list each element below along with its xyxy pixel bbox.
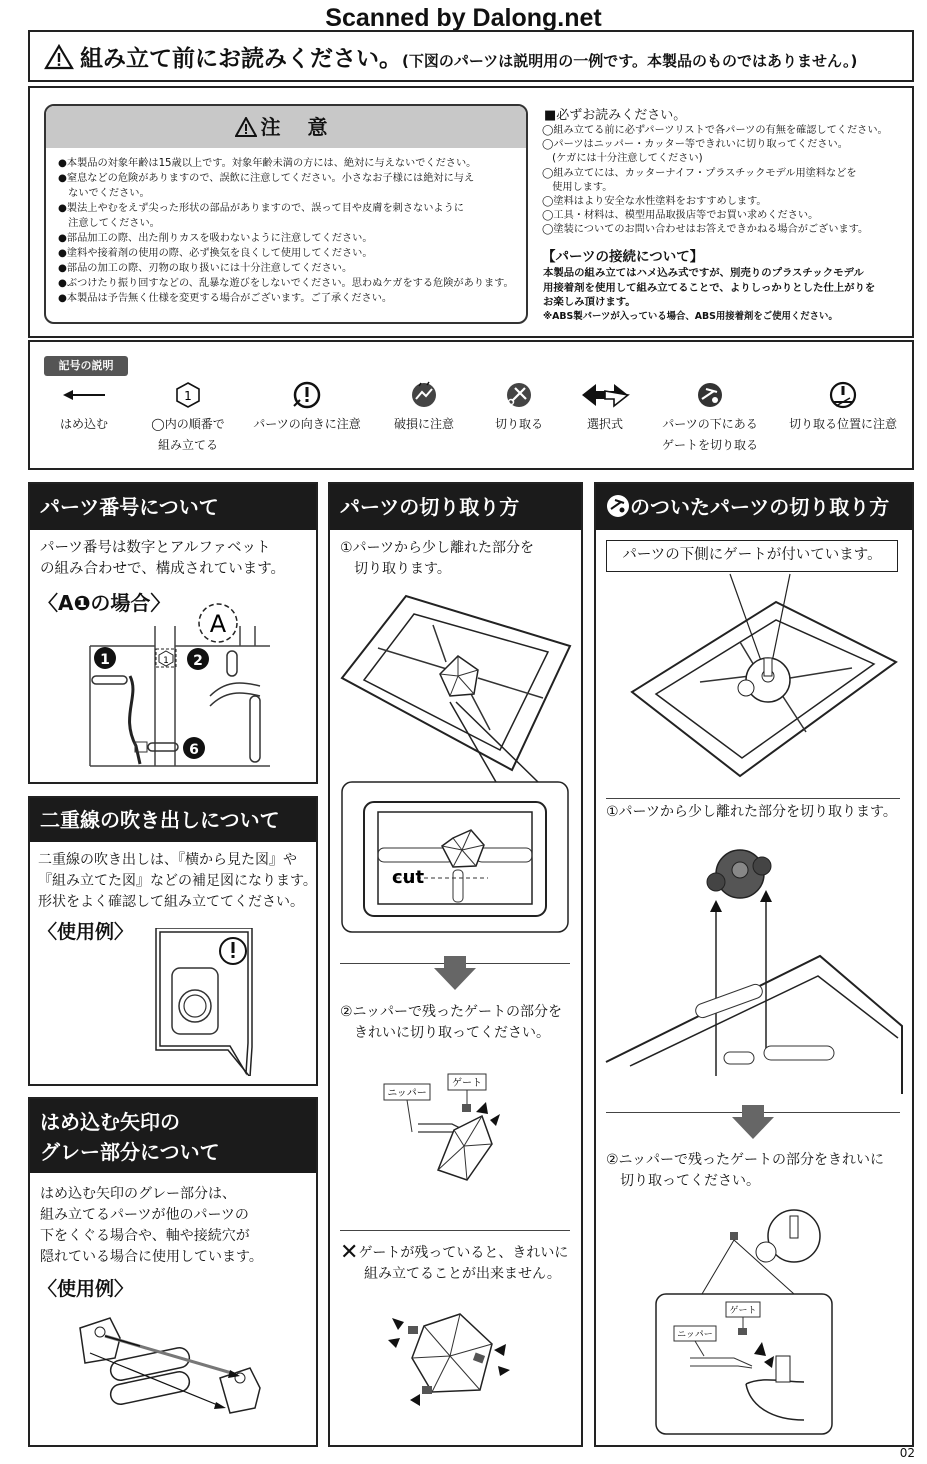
- double-line-line: 二重線の吹き出しは、『横から見た図』や: [38, 852, 297, 868]
- caution-line: ●部品の加工の際、刃物の取り扱いには十分注意してください。: [58, 263, 353, 274]
- legend-label: ゲートを切り取る: [661, 438, 758, 452]
- caution-line: ●製法上やむをえず尖った形状の部品がありますので、誤って目や皮膚を刺さないように: [58, 203, 464, 214]
- divider: [606, 798, 900, 799]
- page-subtitle: (下図のパーツは説明用の一例です。本製品のものではありません。): [402, 52, 858, 70]
- under-gate-title: [596, 484, 912, 530]
- caution-line: ●塗料や接着剤の使用の際、必ず換気を良くして使用してください。: [58, 248, 373, 259]
- caution-line: 注意してください。: [58, 218, 160, 229]
- part-label: 1: [100, 652, 110, 668]
- legend-item-direction: [246, 380, 368, 435]
- double-line-line: 形状をよく確認して組み立ててください。: [38, 894, 304, 910]
- insert-arrow-icon: [59, 380, 109, 410]
- gray-arrow-example: 〈使用例〉: [38, 1278, 134, 1300]
- under-gate-icon: [693, 380, 727, 410]
- nipper-gate-diagram: [382, 1072, 522, 1196]
- caution-line: ●本製品は予告無く仕様を変更する場合がございます。ご了承ください。: [58, 293, 393, 304]
- scan-watermark: Scanned by Dalong.net: [325, 4, 602, 32]
- caution-line: ないでください。: [58, 188, 150, 199]
- legend-label: 破損に注意: [393, 417, 454, 431]
- legend-label: 切り取る: [494, 417, 543, 431]
- cut-position-icon: [826, 380, 860, 410]
- caution-list: [46, 148, 526, 306]
- page-number: 02: [899, 1446, 915, 1460]
- runner-diagram: [80, 596, 280, 772]
- under-gate-removed-diagram: [604, 846, 904, 1096]
- choice-arrow-icon: [580, 380, 630, 410]
- divider: [340, 1230, 570, 1231]
- legend-label: パーツの向きに注意: [253, 417, 361, 431]
- legend-item-under-gate: [652, 380, 768, 456]
- cut-off-icon: [502, 380, 536, 410]
- hex-label: 1: [163, 656, 169, 666]
- bad-cut-diagram: [388, 1304, 518, 1410]
- under-gate-title-text: のついたパーツの切り取り方: [630, 495, 890, 519]
- cutting-step1: [340, 538, 534, 580]
- part-numbers-line: の組み合わせで、構成されています。: [40, 561, 286, 577]
- legend-item-insert: [48, 380, 120, 435]
- gray-arrow-diagram: [70, 1308, 270, 1428]
- legend-label: 選択式: [586, 417, 623, 431]
- part-numbers-title: パーツ番号について: [30, 484, 316, 530]
- caution-line: ●本製品の対象年齢は15歳以上です。対象年齢未満の方には、絶対に与えないでください。: [58, 158, 477, 169]
- gray-arrow-line: 組み立てるパーツが他のパーツの: [40, 1207, 249, 1223]
- under-gate-runner-diagram: [630, 572, 900, 782]
- legend-item-breakage: [384, 380, 464, 435]
- must-read-line: 使用します。: [542, 181, 613, 193]
- cutting-warning-line: ゲートが残っていると、きれいに: [358, 1245, 569, 1261]
- part-numbers-line: パーツ番号は数字とアルファベット: [40, 540, 271, 556]
- under-gate-step2: [606, 1150, 884, 1192]
- must-read-line: ◯パーツはニッパー・カッター等できれいに切り取ってください。: [542, 139, 848, 151]
- legend-label: パーツの下にある: [662, 417, 758, 431]
- gray-arrow-title: [30, 1099, 316, 1173]
- down-arrow-icon: [732, 1105, 774, 1139]
- legend-item-cut-position: [782, 380, 904, 435]
- under-gate-step2-line: 切り取ってください。: [606, 1173, 760, 1189]
- under-gate-nipper-diagram: [654, 1206, 836, 1438]
- cut-label: cut: [392, 867, 425, 888]
- down-arrow-icon: [434, 956, 476, 990]
- legend-label: はめ込む: [59, 417, 108, 431]
- direction-warning-icon: [290, 380, 324, 410]
- legend-item-cut: [484, 380, 554, 435]
- cutting-step2: [340, 1002, 562, 1044]
- connection-title: 【パーツの接続について】: [542, 249, 704, 265]
- must-read-line: ◯工具・材料は、模型用品取扱店等でお買い求めください。: [542, 210, 819, 222]
- caution-line: ●ぶつけたり振り回すなどの、乱暴な遊びをしないでください。思わぬケガをする危険があります。: [58, 278, 514, 289]
- connection-line: 本製品の組み立てはハメ込み式ですが、別売りのプラスチックモデル: [543, 267, 864, 279]
- part-numbers-text: [40, 538, 285, 580]
- legend-item-order: [140, 380, 236, 456]
- gray-arrow-line: はめ込む矢印のグレー部分は、: [40, 1186, 236, 1202]
- cutting-warning-line: 組み立てることが出来ません。: [364, 1266, 561, 1282]
- double-callout-diagram: [150, 928, 260, 1076]
- page-title-text: 組み立て前にお読みください。: [80, 46, 402, 72]
- part-label: 6: [189, 742, 199, 758]
- nipper-label: ニッパー: [387, 1088, 427, 1099]
- connection-text: [543, 266, 875, 324]
- cutting-title: パーツの切り取り方: [330, 484, 581, 530]
- must-read-list: [542, 124, 888, 238]
- caution-box: [44, 104, 528, 324]
- must-read-title: ■必ずお読みください。: [544, 108, 687, 123]
- must-read-line: ◯塗装についてのお問い合わせはお答えできかねる場合がございます。: [542, 224, 869, 236]
- double-line-text: [38, 850, 317, 913]
- double-line-title: 二重線の吹き出しについて: [30, 798, 316, 842]
- legend-label: ◯内の順番で: [151, 417, 225, 431]
- cutting-step1-line: 切り取ります。: [340, 561, 451, 577]
- gray-arrow-line: 隠れている場合に使用しています。: [40, 1249, 263, 1265]
- cutting-runner-diagram: [338, 590, 574, 940]
- cutting-step1-line: ①パーツから少し離れた部分を: [340, 540, 534, 556]
- part-label: 2: [193, 653, 203, 669]
- must-read-line: ◯塗料はより安全な水性塗料をおすすめします。: [542, 196, 767, 208]
- gray-arrow-text: [40, 1184, 263, 1268]
- double-line-line: 『組み立てた図』などの補足図になります。: [38, 873, 317, 889]
- caution-line: ●窒息などの危険がありますので、誤飲に注意してください。小さなお子様には絶対に与え: [58, 173, 475, 184]
- warning-triangle-icon: [44, 44, 74, 70]
- legend-label: 切り取る位置に注意: [788, 417, 897, 431]
- order-hexagon-icon: [173, 380, 203, 410]
- under-gate-step1: ①パーツから少し離れた部分を切り取ります。: [606, 804, 897, 820]
- gray-arrow-line: 下をくぐる場合や、軸や接続穴が: [40, 1228, 250, 1244]
- warning-triangle-icon: [235, 117, 257, 137]
- connection-line: ※ABS製パーツが入っている場合、ABS用接着剤をご使用ください。: [543, 310, 838, 322]
- page-title: [44, 40, 857, 73]
- cutting-step2-line: ②ニッパーで残ったゲートの部分を: [340, 1004, 562, 1020]
- runner-letter: A: [209, 610, 227, 638]
- double-line-example: 〈使用例〉: [38, 921, 134, 943]
- caution-title: [46, 106, 526, 148]
- under-gate-step2-line: ②ニッパーで残ったゲートの部分をきれいに: [606, 1152, 884, 1168]
- must-read-line: ◯組み立てには、カッターナイフ・プラスチックモデル用塗料などを: [542, 167, 857, 179]
- gate-label: ゲート: [452, 1078, 482, 1089]
- cutting-warning: [340, 1242, 568, 1285]
- nipper-label: ニッパー: [677, 1330, 713, 1340]
- under-gate-callout: パーツの下側にゲートが付いています。: [606, 540, 898, 572]
- under-gate-icon: [606, 494, 630, 518]
- connection-line: 用接着剤を使用して組み立てることで、よりしっかりとした仕上がりを: [543, 281, 876, 294]
- gray-arrow-title-line: はめ込む矢印の: [40, 1110, 180, 1134]
- breakage-icon: [407, 380, 441, 410]
- x-mark-icon: ✕: [340, 1240, 359, 1265]
- gray-arrow-title-line: グレー部分について: [40, 1140, 220, 1164]
- caution-line: ●部品加工の際、出た削りカスを吸わないように注意してください。: [58, 233, 373, 244]
- must-read-line: ◯組み立てる前に必ずパーツリストで各パーツの有無を確認してください。: [542, 125, 888, 136]
- part-numbers-example: 〈A❶の場合〉: [38, 591, 171, 615]
- gate-label: ゲート: [729, 1306, 757, 1316]
- legend-item-choice: [572, 380, 638, 435]
- cutting-step2-line: きれいに切り取ってください。: [340, 1025, 550, 1041]
- legend-tag: 記号の説明: [44, 356, 128, 376]
- connection-line: お楽しみ頂けます。: [543, 296, 636, 308]
- hex-number: 1: [184, 389, 192, 403]
- caution-title-text: 注 意: [260, 115, 338, 139]
- legend-label: 組み立てる: [157, 438, 218, 452]
- must-read-line: (ケガには十分注意してください): [542, 153, 703, 165]
